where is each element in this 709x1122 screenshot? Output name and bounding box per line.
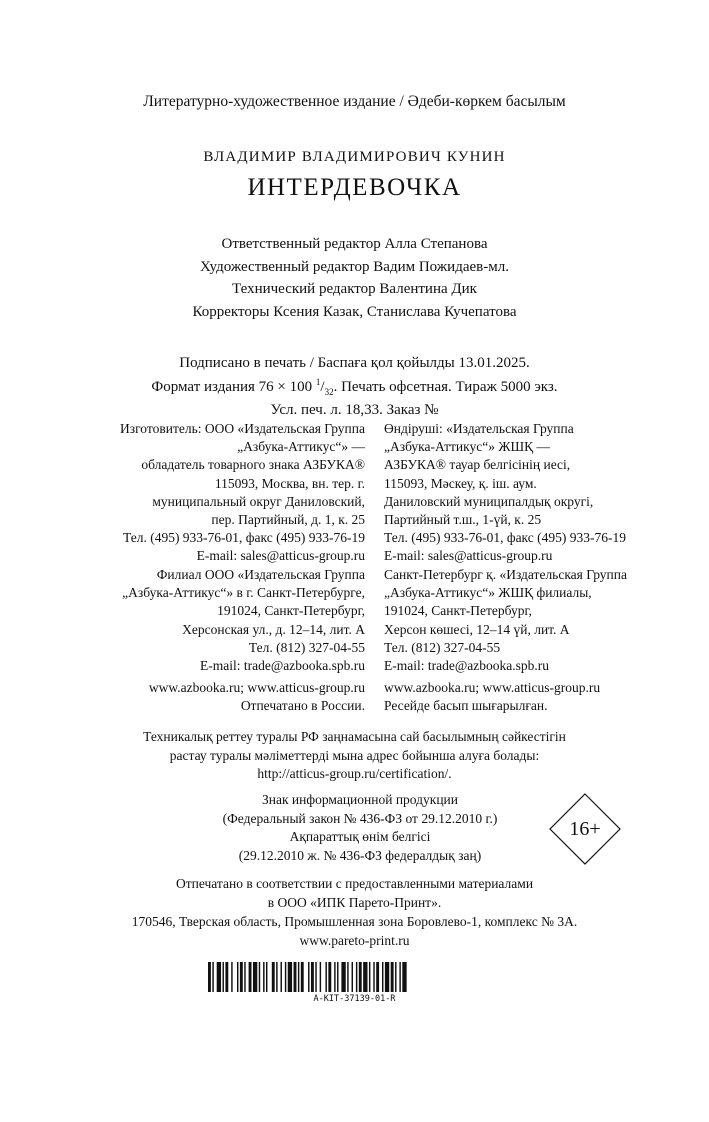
branch-ru-line: Тел. (812) 327-04-55 xyxy=(248,639,365,655)
manufacturer-ru-line: „Азбука-Аттикус“» — xyxy=(237,439,365,455)
barcode-bar xyxy=(347,962,348,992)
branch-ru-line: 191024, Санкт-Петербург, xyxy=(217,603,365,619)
printer-line: в ООО «ИПК Парето-Принт». xyxy=(267,895,442,910)
web-kz-line: www.azbooka.ru; www.atticus-group.ru xyxy=(384,680,601,695)
barcode-bar xyxy=(244,962,245,992)
barcode-bar xyxy=(369,962,370,992)
barcode-bar xyxy=(212,962,213,992)
barcode-bar xyxy=(352,962,353,992)
barcode-bar xyxy=(320,962,321,992)
barcode-bar xyxy=(363,962,367,992)
barcode-bar xyxy=(263,962,264,992)
barcode-bar xyxy=(385,962,389,992)
web-kz xyxy=(384,679,600,715)
barcode-bar xyxy=(311,962,314,992)
printer-info xyxy=(0,874,709,950)
web-kz-line: Ресейде басып шығарылған. xyxy=(384,698,548,714)
barcode-bar xyxy=(395,962,396,992)
manufacturer-ru-line: пер. Партийный, д. 1, к. 25 xyxy=(211,512,365,528)
info-sign xyxy=(200,791,520,865)
branch-kz-line: E-mail: trade@azbooka.spb.ru xyxy=(384,658,549,674)
manufacturer-kz-line: АЗБУКА® тауар белгісінің иесі, xyxy=(384,457,571,473)
credits-block xyxy=(0,233,709,323)
credit-line: Ответственный редактор Алла Степанова xyxy=(221,236,488,252)
barcode-bar xyxy=(341,962,345,992)
barcode-bar xyxy=(223,962,224,992)
branch-ru-line: „Азбука-Аттикус“» в г. Санкт-Петербурге, xyxy=(122,585,365,601)
barcode-bar xyxy=(373,962,374,992)
info-line: (29.12.2010 ж. № 436-ФЗ федералдық заң) xyxy=(238,847,482,863)
branch-ru-line: Херсонская ул., д. 12–14, лит. А xyxy=(182,621,365,637)
publication-info xyxy=(0,354,709,420)
format-slash: / xyxy=(320,378,325,395)
format-prefix: Формат издания 76 × 100 xyxy=(151,378,316,395)
barcode-bar xyxy=(376,962,379,992)
barcode-bar xyxy=(225,962,228,992)
manufacturer-kz-line: Партийный т.ш., 1-үй, к. 25 xyxy=(384,512,542,528)
format-denominator: 32 xyxy=(324,386,334,397)
branch-kz-line: Херсон көшесі, 12–14 үй, лит. А xyxy=(384,621,570,637)
barcode-bar xyxy=(249,962,252,992)
barcode-bar xyxy=(217,962,221,992)
barcode-bar xyxy=(266,962,267,992)
manufacturer-kz-line: Тел. (495) 933-76-01, факс (495) 933-76-19 xyxy=(384,530,627,546)
barcode-bar xyxy=(308,962,309,992)
barcode-bar xyxy=(237,962,238,992)
barcode-bar xyxy=(402,962,406,992)
barcode-bar xyxy=(356,962,357,992)
printer-line: 170546, Тверская область, Промышленная зона Боровлево-1, комплекс № 3А. xyxy=(131,914,578,929)
credit-line: Корректоры Ксения Казак, Станислава Кучепатова xyxy=(192,303,517,320)
format-suffix: . Печать офсетная. Тираж 5000 экз. xyxy=(333,378,558,395)
manufacturer-ru-line: 115093, Москва, вн. тер. г. xyxy=(214,475,365,491)
manufacturer-ru-line: обладатель товарного знака АЗБУКА® xyxy=(141,457,365,473)
manufacturer-kz-line: E-mail: sales@atticus-group.ru xyxy=(384,548,553,564)
branch-ru xyxy=(122,566,365,675)
barcode-text: A-KIT-37139-01-R xyxy=(313,994,396,1004)
branch-kz xyxy=(384,566,627,675)
manufacturer-kz xyxy=(384,420,626,566)
barcode-bar xyxy=(391,962,394,992)
manufacturer-ru-line: Изготовитель: ООО «Издательская Группа xyxy=(120,421,365,436)
format-line xyxy=(0,373,709,402)
tech-line: http://atticus-group.ru/certification/. xyxy=(257,766,452,781)
barcode-bar xyxy=(325,962,326,992)
printer-line: www.pareto-print.ru xyxy=(299,933,410,948)
printer-line: Отпечатано в соответствии с предоставленными материалами xyxy=(175,876,534,891)
branch-kz-line: „Азбука-Аттикус“» ЖШҚ филиалы, xyxy=(384,585,592,601)
manufacturer-ru-line: муниципальный округ Даниловский, xyxy=(152,493,365,509)
barcode-bar xyxy=(359,962,362,992)
tech-line: Техникалық реттеу туралы РФ заңнамасына сай басылымның сәйкестігін xyxy=(143,729,566,744)
format-numerator: 1 xyxy=(315,376,321,387)
manufacturer-kz-line: Өндіруші: «Издательская Группа xyxy=(384,421,574,436)
manufacturer-ru-line: Тел. (495) 933-76-01, факс (495) 933-76-19 xyxy=(122,530,365,546)
age-rating-badge xyxy=(549,793,621,865)
barcode-bar xyxy=(399,962,400,992)
web-ru xyxy=(149,679,365,715)
barcode-bar xyxy=(288,962,292,992)
book-title: ИНТЕРДЕВОЧКА xyxy=(247,174,462,201)
barcode-bar xyxy=(272,962,275,992)
barcode-bar xyxy=(208,962,211,992)
credit-line: Художественный редактор Вадим Пожидаев-мл. xyxy=(200,258,509,275)
manufacturer-ru-line: E-mail: sales@atticus-group.ru xyxy=(196,548,365,564)
barcode-bar xyxy=(231,962,232,992)
manufacturer-ru xyxy=(120,420,365,566)
barcode-bar xyxy=(328,962,331,992)
barcode-bar xyxy=(285,962,286,992)
sheets-line: Усл. печ. л. 18,33. Заказ № xyxy=(270,402,439,418)
author-name: ВЛАДИМИР ВЛАДИМИРОВИЧ КУНИН xyxy=(203,149,506,165)
barcode-bar xyxy=(240,962,243,992)
barcode-bar xyxy=(337,962,338,992)
barcode-bar xyxy=(334,962,335,992)
web-ru-line: www.azbooka.ru; www.atticus-group.ru xyxy=(148,680,365,695)
series-label: Литературно-художественное издание / Әдеби-көркем басылым xyxy=(143,93,566,110)
barcode-bar xyxy=(382,962,383,992)
barcode-bar xyxy=(253,962,257,992)
branch-ru-line: E-mail: trade@azbooka.spb.ru xyxy=(200,658,365,674)
info-line: Знак информационной продукции xyxy=(261,792,459,807)
manufacturer-kz-line: Даниловский муниципалдық округі, xyxy=(384,493,594,509)
tech-regulation xyxy=(0,728,709,784)
branch-kz-line: 191024, Санкт-Петербург, xyxy=(384,603,532,619)
barcode-bar xyxy=(259,962,260,992)
barcode-bar xyxy=(281,962,282,992)
barcode-bar xyxy=(298,962,299,992)
age-rating-text: 16+ xyxy=(569,818,601,840)
barcode-bar xyxy=(301,962,304,992)
manufacturer-kz-line: 115093, Мәскеу, қ. іш. аум. xyxy=(384,475,537,491)
branch-kz-line: Санкт-Петербург қ. «Издательская Группа xyxy=(384,567,627,582)
manufacturer-kz-line: „Азбука-Аттикус“» ЖШҚ — xyxy=(384,439,550,455)
branch-kz-line: Тел. (812) 327-04-55 xyxy=(384,639,501,655)
info-line: Ақпараттық өнім белгісі xyxy=(289,829,431,844)
web-ru-line: Отпечатано в России. xyxy=(240,698,365,714)
barcode-bar xyxy=(315,962,316,992)
barcode-bar xyxy=(294,962,297,992)
tech-line: растау туралы мәліметтерді мына адрес бойынша алуға болады: xyxy=(169,747,540,763)
signed-line: Подписано в печать / Баспаға қол қойылды 13.01.2025. xyxy=(179,355,530,371)
branch-ru-line: Филиал ООО «Издательская Группа xyxy=(156,567,365,582)
credit-line: Технический редактор Валентина Дик xyxy=(232,281,477,297)
barcode-bar xyxy=(276,962,277,992)
info-line: (Федеральный закон № 436-ФЗ от 29.12.2010 г.) xyxy=(222,810,498,826)
barcode xyxy=(208,962,502,992)
